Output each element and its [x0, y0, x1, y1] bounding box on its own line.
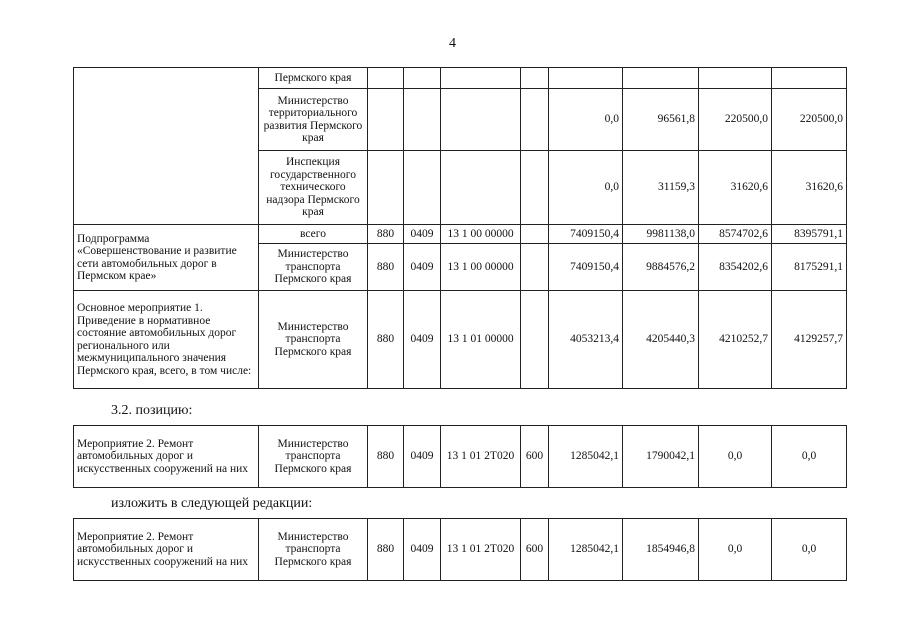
value-cell — [772, 68, 847, 89]
value-cell: 31620,6 — [772, 151, 847, 225]
value-cell: 4129257,7 — [772, 291, 847, 389]
name-cell: Мероприятие 2. Ремонт автомобильных дорог и искусственных сооружений на них — [74, 519, 259, 581]
section-cell — [404, 68, 441, 89]
value-cell: 0,0 — [699, 426, 772, 488]
name-cell — [74, 68, 259, 225]
name-cell: Мероприятие 2. Ремонт автомобильных дорог и искусственных сооружений на них — [74, 426, 259, 488]
table-row — [74, 68, 847, 89]
grbs-cell: 880 — [368, 519, 404, 581]
value-cell: 9981138,0 — [623, 225, 699, 244]
value-cell: 0,0 — [549, 89, 623, 151]
value-cell: 31159,3 — [623, 151, 699, 225]
executor-cell: всего — [259, 225, 368, 244]
value-cell: 8354202,6 — [699, 244, 772, 291]
budget-table-old — [73, 425, 847, 488]
value-cell — [623, 68, 699, 89]
table-row — [74, 225, 847, 244]
budget-table-top — [73, 67, 847, 389]
vr-cell — [521, 151, 549, 225]
executor-cell: Министерство территориального развития Пермского края — [259, 89, 368, 151]
csr-cell — [441, 151, 521, 225]
grbs-cell: 880 — [368, 426, 404, 488]
value-cell: 1854946,8 — [623, 519, 699, 581]
value-cell: 0,0 — [772, 519, 847, 581]
section-cell: 0409 — [404, 519, 441, 581]
section-cell: 0409 — [404, 244, 441, 291]
section-cell — [404, 89, 441, 151]
executor-cell: Министерство транспорта Пермского края — [259, 244, 368, 291]
csr-cell: 13 1 00 00000 — [441, 244, 521, 291]
value-cell: 7409150,4 — [549, 225, 623, 244]
grbs-cell — [368, 151, 404, 225]
name-cell: Подпрограмма «Совершенствование и развитие сети автомобильных дорог в Пермском крае» — [74, 225, 259, 291]
table-row — [74, 291, 847, 389]
page-number: 4 — [449, 36, 456, 51]
value-cell: 8175291,1 — [772, 244, 847, 291]
value-cell — [699, 68, 772, 89]
section-cell: 0409 — [404, 291, 441, 389]
grbs-cell: 880 — [368, 225, 404, 244]
table-row — [74, 519, 847, 581]
value-cell: 9884576,2 — [623, 244, 699, 291]
vr-cell — [521, 225, 549, 244]
grbs-cell: 880 — [368, 291, 404, 389]
executor-cell: Министерство транспорта Пермского края — [259, 519, 368, 581]
value-cell: 1285042,1 — [549, 426, 623, 488]
value-cell: 8574702,6 — [699, 225, 772, 244]
section-cell: 0409 — [404, 225, 441, 244]
section-cell: 0409 — [404, 426, 441, 488]
csr-cell — [441, 68, 521, 89]
csr-cell: 13 1 01 00000 — [441, 291, 521, 389]
vr-cell — [521, 291, 549, 389]
table-row — [74, 426, 847, 488]
value-cell: 8395791,1 — [772, 225, 847, 244]
value-cell: 7409150,4 — [549, 244, 623, 291]
grbs-cell: 880 — [368, 244, 404, 291]
csr-cell: 13 1 01 2Т020 — [441, 426, 521, 488]
csr-cell: 13 1 01 2Т020 — [441, 519, 521, 581]
budget-table-new — [73, 518, 847, 581]
value-cell — [549, 68, 623, 89]
value-cell: 220500,0 — [772, 89, 847, 151]
executor-cell: Министерство транспорта Пермского края — [259, 291, 368, 389]
csr-cell — [441, 89, 521, 151]
value-cell: 0,0 — [549, 151, 623, 225]
caption-new-edition: изложить в следующей редакции: — [111, 496, 313, 511]
name-cell: Основное мероприятие 1. Приведение в нормативное состояние автомобильных дорог регионального или межмуниципального значения Пермского края, всего, в том числе: — [74, 291, 259, 389]
value-cell: 0,0 — [772, 426, 847, 488]
value-cell: 4053213,4 — [549, 291, 623, 389]
value-cell: 4205440,3 — [623, 291, 699, 389]
value-cell: 96561,8 — [623, 89, 699, 151]
vr-cell — [521, 89, 549, 151]
vr-cell — [521, 244, 549, 291]
vr-cell: 600 — [521, 426, 549, 488]
executor-cell: Министерство транспорта Пермского края — [259, 426, 368, 488]
section-cell — [404, 151, 441, 225]
value-cell: 1285042,1 — [549, 519, 623, 581]
grbs-cell — [368, 89, 404, 151]
csr-cell: 13 1 00 00000 — [441, 225, 521, 244]
value-cell: 4210252,7 — [699, 291, 772, 389]
executor-cell: Пермского края — [259, 68, 368, 89]
value-cell: 31620,6 — [699, 151, 772, 225]
value-cell: 0,0 — [699, 519, 772, 581]
grbs-cell — [368, 68, 404, 89]
executor-cell: Инспекция государственного технического надзора Пермского края — [259, 151, 368, 225]
vr-cell: 600 — [521, 519, 549, 581]
value-cell: 1790042,1 — [623, 426, 699, 488]
value-cell: 220500,0 — [699, 89, 772, 151]
caption-position: 3.2. позицию: — [111, 403, 193, 418]
vr-cell — [521, 68, 549, 89]
